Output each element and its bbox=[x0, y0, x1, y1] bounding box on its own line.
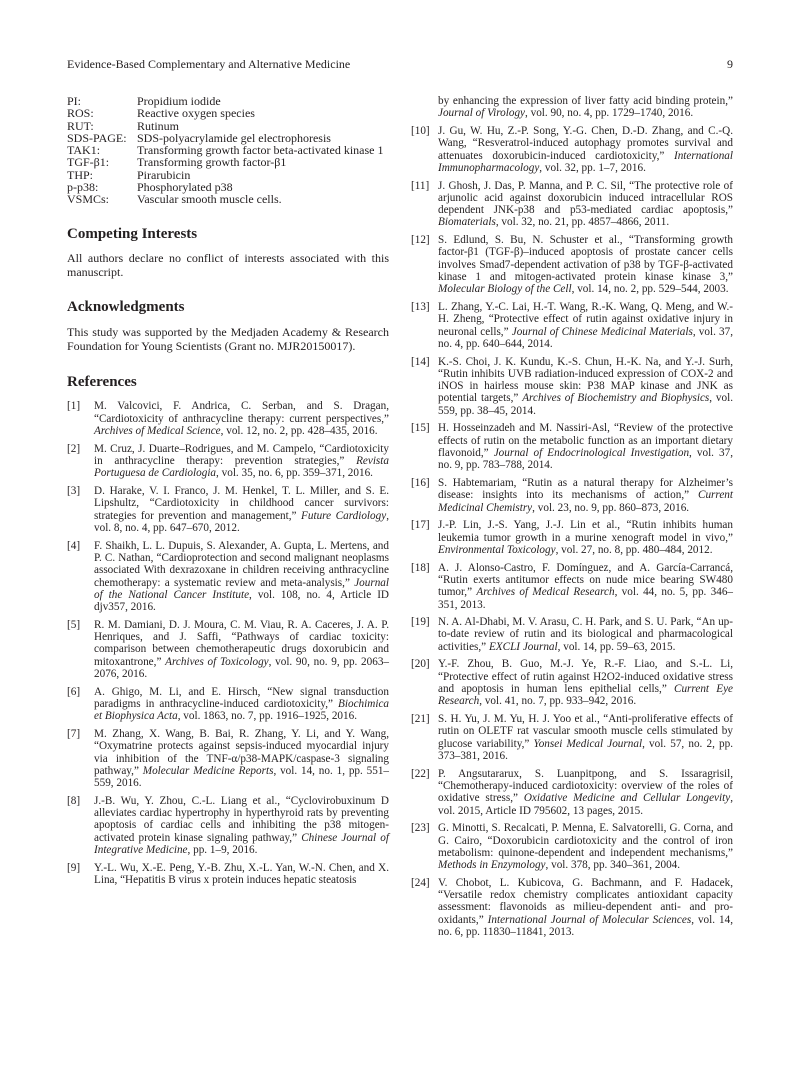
reference-text bbox=[438, 422, 733, 471]
reference-item bbox=[411, 477, 733, 514]
reference-number: [3] bbox=[67, 485, 81, 498]
abbreviation-term: THP: bbox=[67, 167, 94, 182]
acknowledgments-text: This study was supported by the Medjaden Academy & Research Foundation for Young Scientists (Grant no. MJR20150017). bbox=[67, 325, 389, 354]
reference-authors-title: Y.-F. Zhou, B. Guo, M.-J. Ye, R.-F. Liao, and S.-L. Li, “Protective effect of rutin against H2O2-induced oxidative stress and apoptosis in human lens epithelial cells,” bbox=[438, 658, 733, 696]
reference-source: Journal of Chinese Medicinal Materials bbox=[511, 325, 693, 338]
reference-item bbox=[411, 180, 733, 229]
reference-text bbox=[438, 125, 733, 174]
reference-item bbox=[411, 877, 733, 938]
reference-details: , vol. 1863, no. 7, pp. 1916–1925, 2016. bbox=[177, 710, 357, 723]
reference-authors-title: J. Gu, W. Hu, Z.-P. Song, Y.-G. Chen, D.-D. Zhang, and C.-Q. Wang, “Resveratrol-induced autophagy promotes survival and attenuates doxorubicin-induced cardiotoxicity,” bbox=[438, 124, 733, 162]
abbreviation-definition: Transforming growth factor-β1 bbox=[137, 155, 287, 170]
reference-text bbox=[94, 686, 389, 723]
reference-item bbox=[67, 862, 389, 887]
reference-details: , vol. 57, no. 2, pp. 373–381, 2016. bbox=[438, 737, 734, 762]
reference-source: Archives of Toxicology bbox=[165, 655, 269, 668]
reference-details: , vol. 108, no. 4, Article ID djv357, 2016. bbox=[94, 588, 389, 614]
abbreviation-term: TGF-β1: bbox=[67, 155, 110, 170]
reference-number: [2] bbox=[67, 442, 81, 455]
abbreviation-definition: SDS-polyacrylamide gel electrophoresis bbox=[137, 130, 331, 145]
reference-authors-title: J. Ghosh, J. Das, P. Manna, and P. C. Sil, “The protective role of arjunolic acid against doxorubicin induced intracellular ROS dependent JNK-p38 and p53-mediated cardiac apoptosis,” bbox=[438, 179, 733, 217]
abbreviation-term: PI: bbox=[67, 94, 82, 108]
reference-details: , vol. 44, no. 5, pp. 346–351, 2013. bbox=[438, 586, 734, 611]
reference-number: [21] bbox=[411, 713, 430, 726]
abbreviation-term: SDS-PAGE: bbox=[67, 130, 127, 145]
reference-details: , vol. 90, no. 9, pp. 2063–2076, 2016. bbox=[94, 655, 390, 680]
reference-source: Archives of Medical Science bbox=[94, 425, 221, 438]
reference-number: [24] bbox=[411, 876, 430, 889]
reference-details: , vol. 32, no. 21, pp. 4857–4866, 2011. bbox=[495, 216, 670, 229]
acknowledgments-heading: Acknowledgments bbox=[67, 299, 185, 316]
reference-authors-title: G. Minotti, S. Recalcati, P. Menna, E. Salvatorelli, G. Corna, and G. Cairo, “Doxorubicin cardiotoxicity and the control of iron metabolism: quinone-dependent and independent mechanisms,” bbox=[438, 822, 733, 859]
reference-authors-title: V. Chobot, L. Kubicova, G. Bachmann, and F. Hadacek, “Versatile redox chemistry complicates antioxidant capacity assessment: flavonoids as milieu-dependent anti- and pro-oxidants,” bbox=[438, 876, 733, 926]
reference-number: [8] bbox=[67, 794, 81, 807]
reference-item bbox=[67, 540, 389, 614]
reference-text bbox=[94, 443, 389, 480]
reference-number bbox=[411, 95, 438, 120]
reference-authors-title: M. Valcovici, F. Andrica, C. Serban, and S. Dragan, “Cardiotoxicity of anthracycline therapy: current perspectives,” bbox=[94, 400, 389, 425]
reference-authors-title: N. A. Al-Dhabi, M. V. Arasu, C. H. Park, and S. U. Park, “An up-to-date review of rutin and its biological and pharmacological activities,” bbox=[438, 616, 733, 653]
reference-source: Biomaterials bbox=[438, 216, 496, 229]
reference-item bbox=[411, 768, 733, 817]
reference-authors-title: R. M. Damiani, D. J. Moura, C. M. Viau, R. A. Caceres, J. A. P. Henriques, and J. Saffi, “Pathways of cardiac toxicity: comparison between chemotherapeutic drugs doxorubicin and mitoxantrone,” bbox=[94, 618, 389, 668]
reference-text bbox=[94, 619, 389, 680]
reference-number: [20] bbox=[411, 658, 430, 671]
reference-source: Chinese Journal of Integrative Medicine bbox=[94, 831, 389, 857]
competing-interests-heading: Competing Interests bbox=[67, 225, 198, 242]
reference-text bbox=[438, 616, 733, 653]
reference-source: Current Eye Research bbox=[438, 683, 733, 708]
reference-details: , pp. 1–9, 2016. bbox=[187, 844, 258, 857]
abbreviation-list bbox=[67, 95, 389, 206]
abbreviation-term: p-p38: bbox=[67, 180, 99, 195]
reference-details: , vol. 14, no. 2, pp. 529–544, 2003. bbox=[571, 283, 729, 296]
reference-item bbox=[411, 713, 733, 762]
reference-number: [13] bbox=[411, 301, 430, 314]
reference-item bbox=[411, 95, 733, 120]
reference-source: Yonsei Medical Journal bbox=[533, 737, 643, 750]
reference-details: , vol. 35, no. 6, pp. 359–371, 2016. bbox=[216, 467, 373, 480]
reference-authors-title: F. Shaikh, L. L. Dupuis, S. Alexander, A. Gupta, L. Mertens, and P. C. Nathan, “Cardioprotection and second malignant neoplasms associated With dexrazoxane in children receiving anthracycline chemotherapy: a systematic review and meta-analysis,” bbox=[94, 539, 389, 589]
reference-item bbox=[67, 686, 389, 723]
reference-text bbox=[94, 795, 389, 856]
reference-authors-title: S. H. Yu, J. M. Yu, H. J. Yoo et al., “Anti-proliferative effects of rutin on OLETF rat vascular smooth muscle cells stimulated by glucose variability,” bbox=[438, 713, 733, 750]
reference-authors-title: P. Angsutararux, S. Luanpitpong, and S. Issaragrisil, “Chemotherapy-induced cardiotoxicity: overview of the roles of oxidative stress,” bbox=[438, 767, 733, 805]
abbreviation-definition: Pirarubicin bbox=[137, 167, 191, 182]
reference-item bbox=[411, 658, 733, 707]
reference-number: [17] bbox=[411, 519, 430, 532]
reference-source: Revista Portuguesa de Cardiologia bbox=[94, 455, 389, 480]
reference-text bbox=[438, 562, 733, 611]
reference-text bbox=[438, 95, 733, 120]
reference-number: [19] bbox=[411, 616, 430, 629]
reference-authors-title: H. Hosseinzadeh and M. Nassiri-Asl, “Review of the protective effects of rutin on the metabolic function as an important dietary flavonoid,” bbox=[438, 422, 733, 460]
reference-source: Molecular Medicine Reports bbox=[142, 764, 274, 777]
left-column bbox=[67, 95, 389, 892]
reference-details: , vol. 32, pp. 1–7, 2016. bbox=[539, 161, 646, 174]
page-number: 9 bbox=[727, 57, 733, 71]
reference-source: Journal of Virology bbox=[438, 107, 526, 120]
reference-text bbox=[94, 540, 389, 614]
reference-number: [22] bbox=[411, 767, 430, 780]
reference-item bbox=[67, 400, 389, 437]
reference-source: Archives of Biochemistry and Biophysics bbox=[522, 392, 710, 405]
reference-list bbox=[67, 400, 389, 886]
abbreviation-definition: Reactive oxygen species bbox=[137, 106, 255, 121]
reference-authors-title: M. Cruz, J. Duarte–Rodrigues, and M. Campelo, “Cardiotoxicity in anthracycline therapy: prevention strategies,” bbox=[94, 442, 389, 468]
reference-details: , vol. 8, no. 4, pp. 647–670, 2012. bbox=[94, 509, 389, 534]
reference-details: , vol. 2015, Article ID 795602, 13 pages, 2015. bbox=[438, 792, 733, 817]
reference-source: International Journal of Molecular Sciences bbox=[487, 913, 692, 926]
abbreviation-definition: Propidium iodide bbox=[137, 94, 221, 108]
reference-details: , vol. 14, pp. 59–63, 2015. bbox=[557, 640, 676, 653]
reference-item bbox=[67, 619, 389, 680]
reference-details: , vol. 559, pp. 38–45, 2014. bbox=[438, 392, 734, 417]
reference-text bbox=[438, 877, 733, 938]
reference-item bbox=[411, 822, 733, 871]
reference-number: [15] bbox=[411, 422, 430, 435]
right-column bbox=[411, 95, 733, 944]
reference-list-continued bbox=[411, 95, 733, 938]
reference-source: Oxidative Medicine and Cellular Longevity bbox=[523, 792, 731, 805]
reference-number: [4] bbox=[67, 539, 81, 552]
reference-authors-title: by enhancing the expression of liver fatty acid binding protein,” bbox=[438, 95, 733, 107]
reference-item bbox=[411, 616, 733, 653]
competing-interests-text: All authors declare no conflict of interests associated with this manuscript. bbox=[67, 250, 389, 279]
reference-source: International Immunopharmacology bbox=[438, 149, 734, 174]
reference-authors-title: S. Edlund, S. Bu, N. Schuster et al., “Transforming growth factor-β1 (TGF-β)–induced apoptosis of prostate cancer cells involves Smad7-dependent activation of p38 by TGF-β-activated kinase 1 and mitogen-activated protein kinase kinase 3,” bbox=[438, 234, 733, 284]
abbreviation-definition: Phosphorylated p38 bbox=[137, 180, 233, 195]
abbreviation-definition: Vascular smooth muscle cells. bbox=[137, 192, 282, 207]
reference-number: [1] bbox=[67, 400, 81, 413]
reference-number: [23] bbox=[411, 822, 430, 835]
reference-number: [12] bbox=[411, 234, 430, 247]
reference-text bbox=[94, 400, 389, 437]
reference-source: Future Cardiology bbox=[301, 509, 387, 522]
reference-details: , vol. 12, no. 2, pp. 428–435, 2016. bbox=[220, 425, 378, 438]
reference-item bbox=[411, 422, 733, 471]
reference-source: Molecular Biology of the Cell bbox=[438, 283, 572, 296]
reference-details: , vol. 37, no. 9, pp. 783–788, 2014. bbox=[438, 447, 734, 472]
journal-title: Evidence-Based Complementary and Alternative Medicine bbox=[67, 57, 351, 71]
page-header bbox=[67, 57, 733, 73]
abbreviation-definition: Rutinum bbox=[137, 118, 180, 133]
reference-details: , vol. 90, no. 4, pp. 1729–1740, 2016. bbox=[525, 107, 694, 120]
reference-text bbox=[438, 658, 733, 707]
reference-details: , vol. 14, no. 6, pp. 11830–11841, 2013. bbox=[438, 913, 733, 938]
reference-text bbox=[438, 301, 733, 350]
reference-number: [11] bbox=[411, 179, 430, 192]
reference-authors-title: J.-B. Wu, Y. Zhou, C.-L. Liang et al., “Cyclovirobuxinum D alleviates cardiac hypertrophy in hyperthyroid rats by preventing apoptosis of cardiac cells and inhibiting the p38 mitogen-activated protein kinase signaling pathway,” bbox=[94, 794, 389, 844]
reference-number: [6] bbox=[67, 685, 81, 698]
reference-details: , vol. 27, no. 8, pp. 480–484, 2012. bbox=[555, 543, 713, 556]
reference-number: [18] bbox=[411, 561, 430, 574]
reference-source: Journal of the National Cancer Institute bbox=[94, 576, 390, 601]
reference-item bbox=[67, 443, 389, 480]
reference-item bbox=[411, 519, 733, 556]
reference-text bbox=[438, 519, 733, 556]
reference-authors-title: L. Zhang, Y.-C. Lai, H.-T. Wang, R.-K. Wang, Q. Meng, and W.-H. Zheng, “Protective effect of rutin against oxidative injury in neuronal cells,” bbox=[438, 301, 733, 338]
abbreviation-definition: Transforming growth factor beta-activated kinase 1 bbox=[137, 143, 384, 158]
reference-authors-title: A. Ghigo, M. Li, and E. Hirsch, “New signal transduction paradigms in anthracycline-induced cardiotoxicity,” bbox=[94, 685, 389, 710]
reference-details: , vol. 23, no. 9, pp. 860–873, 2016. bbox=[532, 501, 690, 514]
reference-authors-title: Y.-L. Wu, X.-E. Peng, Y.-B. Zhu, X.-L. Yan, W.-N. Chen, and X. Lina, “Hepatitis B virus x protein induces hepatic steatosis bbox=[94, 861, 389, 886]
reference-source: EXCLI Journal bbox=[488, 640, 558, 653]
reference-number: [5] bbox=[67, 618, 81, 631]
reference-item bbox=[411, 125, 733, 174]
reference-text bbox=[438, 180, 733, 229]
reference-item bbox=[411, 301, 733, 350]
reference-text bbox=[438, 477, 733, 514]
reference-authors-title: M. Zhang, X. Wang, B. Bai, R. Zhang, Y. Li, and Y. Wang, “Oxymatrine protects against sepsis-induced myocardial injury via inhibition of the TNF-α/p38-MAPK/caspase-3 signaling pathway,” bbox=[94, 727, 389, 777]
reference-number: [10] bbox=[411, 124, 430, 137]
abbreviation-term: ROS: bbox=[67, 106, 94, 121]
abbreviation-term: TAK1: bbox=[67, 143, 101, 158]
reference-authors-title: J.-P. Lin, J.-S. Yang, J.-J. Lin et al., “Rutin inhibits human leukemia tumor growth in a murine xenograft model in vivo,” bbox=[438, 519, 733, 544]
reference-text bbox=[438, 822, 733, 871]
reference-item bbox=[67, 485, 389, 534]
reference-text bbox=[438, 768, 733, 817]
reference-source: Archives of Medical Research bbox=[476, 586, 615, 599]
reference-source: Environmental Toxicology bbox=[438, 543, 556, 556]
reference-details: , vol. 14, no. 1, pp. 551–559, 2016. bbox=[94, 764, 390, 790]
abbreviation-row bbox=[67, 156, 389, 168]
reference-text bbox=[438, 713, 733, 762]
reference-item bbox=[67, 795, 389, 856]
abbreviation-term: VSMCs: bbox=[67, 192, 110, 207]
reference-number: [7] bbox=[67, 727, 81, 740]
reference-authors-title: D. Harake, V. I. Franco, J. M. Henkel, T. L. Miller, and S. E. Lipshultz, “Cardiotoxicity in childhood cancer survivors: strategies for prevention and management,” bbox=[94, 485, 389, 522]
reference-number: [14] bbox=[411, 355, 430, 368]
reference-text bbox=[438, 356, 733, 417]
reference-item bbox=[67, 728, 389, 789]
reference-source: Journal of Endocrinological Investigation bbox=[493, 447, 690, 460]
reference-number: [16] bbox=[411, 477, 430, 490]
reference-authors-title: K.-S. Choi, J. K. Kundu, K.-S. Chun, H.-K. Na, and Y.-J. Surh, “Rutin inhibits UVB radiation-induced expression of COX-2 and iNOS in hairless mouse skin: P38 MAP kinase and JNK as potential targets,” bbox=[438, 355, 733, 405]
reference-details: , vol. 378, pp. 340–361, 2004. bbox=[545, 859, 681, 872]
reference-number: [9] bbox=[67, 861, 81, 874]
reference-item bbox=[411, 562, 733, 611]
references-heading: References bbox=[67, 374, 137, 391]
abbreviation-term: RUT: bbox=[67, 118, 94, 133]
reference-item bbox=[411, 234, 733, 295]
abbreviation-row bbox=[67, 107, 389, 119]
reference-source: Methods in Enzymology bbox=[438, 859, 546, 872]
reference-text bbox=[438, 234, 733, 295]
reference-source: Current Medicinal Chemistry bbox=[438, 489, 733, 514]
reference-item bbox=[411, 356, 733, 417]
reference-details: , vol. 41, no. 7, pp. 933–942, 2016. bbox=[479, 695, 637, 708]
reference-source: Biochimica et Biophysica Acta bbox=[94, 697, 389, 723]
reference-text bbox=[94, 728, 389, 789]
abbreviation-row bbox=[67, 193, 389, 205]
reference-text bbox=[94, 862, 389, 887]
reference-authors-title: S. Habtemariam, “Rutin as a natural therapy for Alzheimer’s disease: insights into its mechanisms of action,” bbox=[438, 477, 733, 502]
reference-authors-title: A. J. Alonso-Castro, F. Domínguez, and A. García-Carrancá, “Rutin exerts antitumor effects on nude mice bearing SW480 tumor,” bbox=[438, 561, 733, 599]
reference-text bbox=[94, 485, 389, 534]
reference-details: , vol. 37, no. 4, pp. 640–644, 2014. bbox=[438, 325, 734, 350]
